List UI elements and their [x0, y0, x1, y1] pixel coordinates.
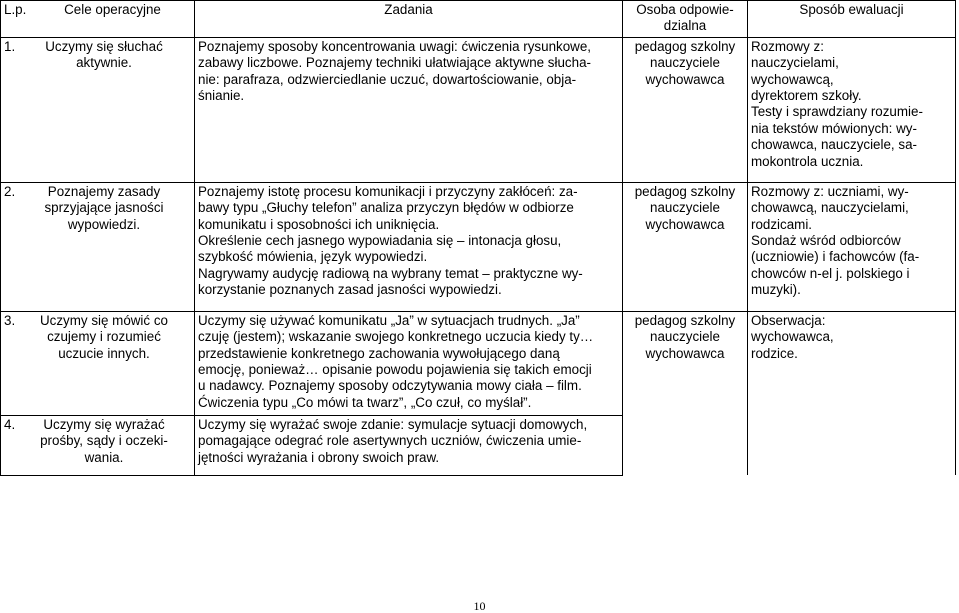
person-line: wychowawca — [645, 345, 725, 361]
task-line: czuję (jestem); wskazanie swojego konkretnego uczucia kiedy ty… — [198, 329, 594, 345]
table-header-row — [1, 1, 956, 38]
task-cell — [195, 415, 623, 475]
eval-line: Rozmowy z: — [751, 38, 824, 54]
header-cele — [1, 1, 195, 38]
table-row — [1, 311, 956, 415]
person-line: nauczyciele — [650, 200, 720, 216]
goal-line: prośby, sądy i oczeki- — [40, 433, 168, 449]
goal-cell — [1, 311, 195, 415]
header-cele-label: Cele operacyjne — [64, 2, 161, 17]
person-line: wychowawca — [645, 216, 725, 232]
goal-line: Uczymy się mówić co — [40, 312, 168, 328]
eval-line: mokontrola ucznia. — [751, 153, 864, 169]
header-sposob: Sposób ewaluacji — [748, 1, 956, 38]
task-line: korzystanie poznanych zasad jasności wypowiedzi. — [198, 282, 502, 298]
goal-line: sprzyjające jasności — [44, 200, 164, 216]
goal-line: wania. — [84, 449, 124, 465]
task-line: Poznajemy istotę procesu komunikacji i przyczyny zakłóceń: za- — [198, 183, 578, 199]
person-cell — [623, 311, 748, 475]
eval-line: Sondaż wśród odbiorców — [751, 233, 901, 249]
goal-line: uczucie innych. — [58, 345, 150, 361]
task-line: Nagrywamy audycję radiową na wybrany temat – praktyczne wy- — [198, 265, 583, 281]
table-row — [1, 182, 956, 311]
eval-line: (uczniowie) i fachowców (fa- — [751, 249, 920, 265]
eval-line: nia tekstów mówionych: wy- — [751, 120, 917, 136]
person-line: wychowawca — [645, 71, 725, 87]
task-line: jętności wyrażania i obrony swoich praw. — [198, 449, 440, 465]
eval-cell — [748, 182, 956, 311]
task-line: szybkość mówienia, język wypowiedzi. — [198, 249, 428, 265]
page-number: 10 — [473, 599, 486, 613]
task-line: u nadawcy. Poznajemy sposoby odczytywania mowy ciała – film. — [198, 378, 582, 394]
person-line: pedagog szkolny — [634, 183, 736, 199]
task-line: nie: parafraza, odzwierciedlanie uczuć, dowartościowanie, obja- — [198, 71, 577, 87]
eval-cell — [748, 311, 956, 475]
person-cell — [623, 182, 748, 311]
task-line: bawy typu „Głuchy telefon” analiza przyczyn błędów w odbiorze — [198, 200, 574, 216]
task-line: przedstawienie konkretnego zachowania wywołującego daną — [198, 345, 560, 361]
goal-line: Poznajemy zasady — [47, 183, 161, 199]
task-line: śnianie. — [198, 88, 245, 104]
task-line: zabawy liczbowe. Poznajemy techniki ułatwiające aktywne słucha- — [198, 55, 591, 71]
person-line: nauczyciele — [650, 55, 720, 71]
row-number: 4. — [4, 416, 16, 432]
task-cell — [195, 182, 623, 311]
header-osoba — [623, 1, 748, 38]
eval-line: Obserwacja: — [751, 312, 826, 328]
task-line: komunikatu i sposobności ich uniknięcia. — [198, 216, 440, 232]
task-line: Uczymy się używać komunikatu „Ja” w sytuacjach trudnych. „Ja” — [198, 312, 580, 328]
goal-cell — [1, 415, 195, 475]
task-line: Określenie cech jasnego wypowiadania się – intonacja głosu, — [198, 233, 562, 249]
task-line: Ćwiczenia typu „Co mówi ta twarz”, „Co czuł, co myślał”. — [198, 394, 532, 410]
goal-line: Uczymy się słuchać — [45, 38, 163, 54]
header-osoba-line-1: Osoba odpowie- — [636, 2, 734, 17]
person-cell — [623, 37, 748, 182]
task-cell — [195, 37, 623, 182]
header-zadania: Zadania — [195, 1, 623, 38]
task-cell — [195, 311, 623, 415]
person-line: pedagog szkolny — [634, 312, 736, 328]
header-osoba-line-2: dzialna — [663, 18, 707, 34]
task-line: Uczymy się wyrażać swoje zdanie: symulacje sytuacji domowych, — [198, 416, 588, 432]
goal-cell — [1, 37, 195, 182]
eval-line: chowawca, nauczyciele, sa- — [751, 137, 917, 153]
row-number: 1. — [4, 38, 16, 54]
eval-line: nauczycielami, — [751, 55, 839, 71]
goal-cell — [1, 182, 195, 311]
eval-line: rodzice. — [751, 345, 798, 361]
table-row — [1, 37, 956, 182]
person-line: pedagog szkolny — [634, 38, 736, 54]
goal-line: wypowiedzi. — [67, 216, 141, 232]
row-number: 3. — [4, 312, 16, 328]
eval-line: chowców n-el j. polskiego i — [751, 265, 910, 281]
eval-line: wychowawca, — [751, 329, 834, 345]
task-line: emocję, ponieważ… opisanie powodu pojawienia się takich emocji — [198, 362, 592, 378]
header-lp: L.p. — [4, 2, 27, 17]
eval-line: dyrektorem szkoły. — [751, 88, 862, 104]
eval-line: rodzicami. — [751, 216, 813, 232]
eval-line: Testy i sprawdziany rozumie- — [751, 104, 923, 120]
row-number: 2. — [4, 183, 16, 199]
task-line: Poznajemy sposoby koncentrowania uwagi: ćwiczenia rysunkowe, — [198, 38, 591, 54]
eval-line: Rozmowy z: uczniami, wy- — [751, 183, 909, 199]
person-line: nauczyciele — [650, 329, 720, 345]
eval-line: wychowawcą, — [751, 71, 834, 87]
task-line: pomagające odegrać role asertywnych uczniów, ćwiczenia umie- — [198, 433, 582, 449]
goal-line: Uczymy się wyrażać — [43, 416, 165, 432]
eval-line: muzyki). — [751, 282, 801, 298]
eval-line: chowawcą, nauczycielami, — [751, 200, 909, 216]
eval-cell — [748, 37, 956, 182]
goal-line: czujemy i rozumieć — [47, 329, 161, 345]
goal-line: aktywnie. — [76, 55, 132, 71]
